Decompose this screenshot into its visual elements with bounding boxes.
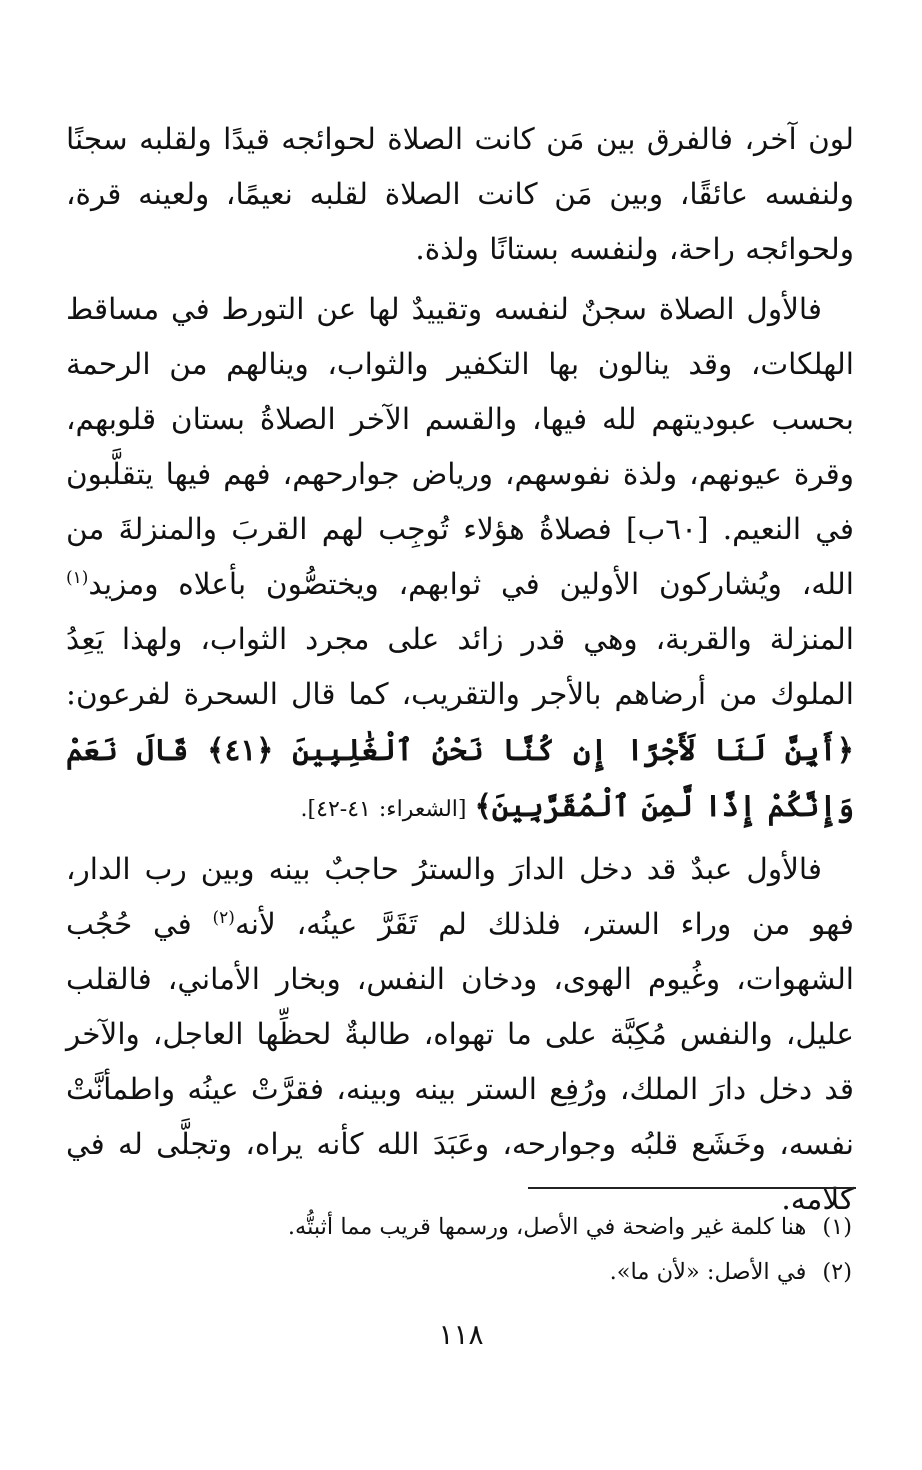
footnotes <box>92 1205 852 1295</box>
footnote-1-number: (١) <box>822 1214 852 1240</box>
footnote-2-text: في الأصل: «لأن ما». <box>609 1259 807 1285</box>
footnote-ref-1: (١) <box>66 568 89 589</box>
paragraph-1-text: لون آخر، فالفرق بين مَن كانت الصلاة لحوائجه قيدًا ولقلبه سجنًا ولنفسه عائقًا، وبين مَن كانت الصلاة لقلبه نعيمًا، ولعينه قرة، ولحوائجه راحة، ولنفسه بستانًا ولذة. <box>66 122 854 266</box>
footnote-1-text: هنا كلمة غير واضحة في الأصل، ورسمها قريب مما أثبتُّه. <box>287 1214 807 1240</box>
footnote-2-number: (٢) <box>822 1259 852 1285</box>
footnote-1 <box>92 1205 852 1250</box>
paragraph-2 <box>66 282 854 837</box>
footnote-2 <box>92 1250 852 1295</box>
page-number: ١١٨ <box>438 1318 484 1351</box>
quran-reference: [الشعراء: ٤١-٤٢]. <box>300 797 475 822</box>
footnote-ref-2: (٢) <box>212 908 235 929</box>
quran-quote: ﴿أَيِنَّ لَنَا لَأَجْرًا إِن كُنَّا نَحْنُ ٱلْغَٰلِبِينَ ﴿٤١﴾ قَالَ نَعَمْ وَإِنَّكُمْ إِذًا لَّمِنَ ٱلْمُقَرَّبِينَ﴾ <box>66 732 854 823</box>
paragraph-3-text: فالأول عبدٌ قد دخل الدارَ والسترُ حاجبٌ بينه وبين رب الدار، فهو من وراء الستر، فلذلك لم تَقَرَّ عينُه، لأنه <box>66 852 854 941</box>
paragraph-3-text-cont: في حُجُب الشهوات، وغُيوم الهوى، ودخان النفس، وبخار الأماني، فالقلب عليل، والنفس مُكِبَّة على ما تهواه، طالبةٌ لحظِّها العاجل، والآخر قد دخل دارَ الملك، ورُفِع الستر بينه وبينه، فقرَّتْ عينُه واطمأنَّتْ نفسه، وخَشَع قلبُه وجوارحه، وعَبَدَ الله كأنه يراه، وتجلَّى له في كلامه. <box>66 907 854 1216</box>
footnote-separator <box>528 1187 856 1189</box>
paragraph-2-text-cont: المنزلة والقربة، وهي قدر زائد على مجرد الثواب، ولهذا يَعِدُ الملوك من أرضاهم بالأجر والتقريب، كما قال السحرة لفرعون: <box>66 622 854 711</box>
paragraph-2-text: فالأول الصلاة سجنٌ لنفسه وتقييدٌ لها عن التورط في مساقط الهلكات، وقد ينالون بها التكفير والثواب، وينالهم من الرحمة بحسب عبوديتهم لله فيها، والقسم الآخر الصلاةُ بستان قلوبهم، وقرة عيونهم، ولذة نفوسهم، ورياض جوارحهم، فهم فيها يتقلَّبون في النعيم. [٦٠ب] فصلاةُ هؤلاء تُوجِب لهم القربَ والمنزلةَ من الله، ويُشاركون الأولين في ثوابهم، ويختصُّون بأعلاه ومزيد <box>66 292 854 601</box>
body-text <box>66 112 854 1232</box>
paragraph-1 <box>66 112 854 277</box>
paragraph-3 <box>66 842 854 1227</box>
